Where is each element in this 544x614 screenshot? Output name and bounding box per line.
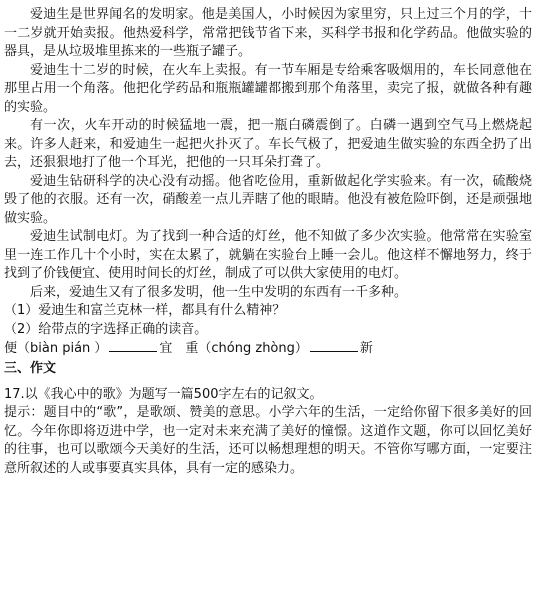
passage-paragraph-3: 有一次，火车开动的时候猛地一震，把一瓶白磷震倒了。白磷一遇到空气马上燃烧起来。许多人赶来，和爱迪生一起把火扑灭了。车长气极了，把爱迪生做实验的东西全扔了出去，还狠狠地打了他一个耳光，把他的一只耳朵打聋了。 xyxy=(4,118,532,170)
passage-paragraph-6: 后来，爱迪生又有了很多发明，他一生中发明的东西有一千多种。 xyxy=(30,284,408,300)
passage-paragraph-2: 爱迪生十二岁的时候，在火车上卖报。有一节车厢是专给乘客吸烟用的，车长同意他在那里占用一个角落。他把化学药品和瓶瓶罐罐都搬到那个角落里，卖完了报，就做各种有趣的实验。 xyxy=(4,62,532,115)
passage-paragraph-1: 爱迪生是世界闻名的发明家。他是美国人，小时候因为家里穷，只上过三个月的学，十一二岁就开始卖报。他热爱科学，常常把钱节省下来，买科学书报和化学药品。他做实验的器具，是从垃圾堆里拣来的一些瓶子罐子。 xyxy=(4,7,532,59)
passage-paragraph-4: 爱迪生钻研科学的决心没有动摇。他省吃俭用，重新做起化学实验来。有一次，硫酸烧毁了他的衣服。还有一次，硝酸差一点儿弄瞎了他的眼睛。他没有被危险吓倒，还是顽强地做实验。 xyxy=(4,173,532,226)
answer-blank-2[interactable] xyxy=(310,339,358,352)
passage-paragraph-5: 爱迪生试制电灯。为了找到一种合适的灯丝，他不知做了多少次实验。他常常在实验室里一连工作几十个小时，实在太累了，就躺在实验台上睡一会儿。他这样不懈地努力，终于找到了价钱便宜、使用时间长的灯丝，制成了可以供大家使用的电灯。 xyxy=(4,229,532,281)
document-page xyxy=(4,6,532,478)
question-2: （2）给带点的字选择正确的读音。 xyxy=(4,321,208,337)
pinyin-part-2: 宜 重（chóng zhòng） xyxy=(159,341,308,356)
essay-hint: 提示：题目中的“歌”，是歌颂、赞美的意思。小学六年的生活，一定给你留下很多美好的回忆。今年你即将迈进中学，也一定对未来充满了美好的憧憬。这道作文题，你可以回忆美好的往事，也可以歌颂今天美好的生活，还可以畅想理想的明天。不管你写哪方面，一定要注意所叙述的人或事要真实具体，具有一定的感染力。 xyxy=(4,405,532,476)
section-heading: 三、作文 xyxy=(4,360,57,376)
essay-prompt: 17.以《我心中的歌》为题写一篇500字左右的记叙文。 xyxy=(4,386,323,402)
answer-blank-1[interactable] xyxy=(109,339,157,352)
pinyin-part-3: 新 xyxy=(359,341,373,356)
spacer xyxy=(4,379,532,386)
pinyin-question xyxy=(4,339,532,359)
question-1: （1）爱迪生和富兰克林一样，都具有什么精神？ xyxy=(4,303,286,318)
pinyin-part-1: 便（biàn pián ） xyxy=(4,341,108,356)
